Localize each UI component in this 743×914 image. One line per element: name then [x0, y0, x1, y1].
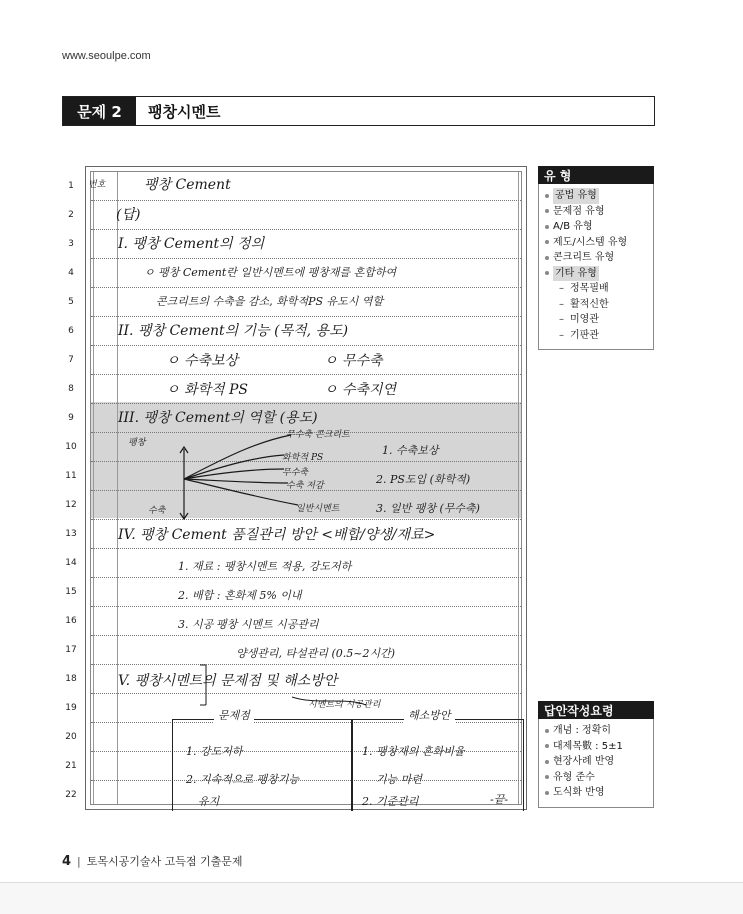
page-number: 4	[62, 853, 72, 869]
bullet-icon	[545, 760, 549, 764]
type-item	[545, 266, 649, 282]
hw-line-12b: 3. 일반 팽창 (무수축)	[376, 502, 480, 515]
type-item	[545, 188, 649, 204]
hw-line-16a: 3. 시공	[178, 618, 214, 631]
type-item	[545, 235, 649, 251]
type-panel-title: 유 형	[538, 166, 654, 184]
type-item-label: 제도/시스템 유형	[553, 236, 628, 248]
hw-line-10b: 1. 수축보상	[382, 444, 439, 457]
bullet-icon	[545, 791, 549, 795]
bullet-icon	[545, 744, 549, 748]
footer-separator: |	[77, 854, 81, 868]
line-number: 7	[68, 355, 74, 365]
hw-line-18: V. 팽창시멘트의 문제점 및 해소방안	[118, 673, 338, 689]
bullet-icon	[545, 209, 549, 213]
line-number: 17	[65, 645, 77, 655]
line-number: 21	[65, 761, 77, 771]
handwritten-diagram	[86, 167, 528, 811]
answer-item-label: 현장사례 반영	[553, 756, 615, 767]
line-number: 10	[65, 442, 77, 452]
line-number: 19	[65, 703, 77, 713]
bullet-icon	[545, 271, 549, 275]
answer-panel-body	[538, 719, 654, 808]
answer-item	[545, 770, 649, 786]
hw-axis-shrink: 수축	[148, 506, 166, 516]
hw-line-4: ㅇ 팽창 Cement란 일반시멘트에 팽창재를 혼합하여	[144, 266, 397, 279]
hw-line-6: II. 팽창 Cement의 기능 (목적, 용도)	[118, 323, 349, 339]
line-number: 11	[65, 471, 77, 481]
type-item-label: 공법 유형	[553, 188, 599, 204]
bullet-icon	[545, 240, 549, 244]
type-item-label: 기타 유형	[553, 266, 599, 282]
answer-item-label: 대제목數 : 5±1	[553, 740, 623, 752]
answer-item-label: 개념 : 정확히	[553, 725, 612, 736]
hw-line-22c: -끝-	[490, 793, 509, 806]
hw-problem-header: 문제점	[214, 707, 254, 723]
answer-sheet	[85, 166, 527, 810]
hw-line-15: 2. 배합 : 혼화제 5% 이내	[178, 589, 302, 602]
hw-axis-expand: 팽창	[128, 438, 146, 448]
line-number: 15	[65, 587, 77, 597]
hw-line-2: (답)	[116, 207, 141, 223]
problem-number: 문제 2	[63, 97, 136, 125]
line-number: 2	[68, 210, 74, 220]
line-numbers	[60, 166, 82, 810]
type-subitem-label: 미영관	[570, 314, 599, 325]
type-item	[545, 219, 649, 235]
hw-line-16b: 팽창 시멘트 시공관리	[216, 618, 319, 631]
page-footer	[62, 853, 243, 869]
hw-line-17: 양생관리, 타설관리 (0.5~2시간)	[236, 647, 396, 660]
hw-line-13: IV. 팽창 Cement 품질관리 방안 <배합/양생/재료>	[118, 527, 436, 543]
type-subitem-label: 기판관	[570, 329, 599, 341]
type-panel-body	[538, 184, 654, 350]
dash-icon: –	[559, 283, 564, 294]
hw-line-10: 화학적 PS	[282, 453, 324, 463]
line-number: 22	[65, 790, 77, 800]
line-number: 6	[68, 326, 74, 336]
hw-line-22b: 2. 기준관리	[362, 795, 419, 808]
type-item	[545, 250, 649, 266]
dash-icon: –	[559, 329, 564, 341]
bullet-icon	[545, 194, 549, 198]
answer-item	[545, 754, 649, 770]
answer-item	[545, 739, 649, 755]
line-number: 12	[65, 500, 77, 510]
dash-icon: –	[559, 298, 564, 310]
hw-line-21a: 2. 지속적으로 팽창기능	[186, 773, 300, 786]
bullet-icon	[545, 256, 549, 260]
line-number: 16	[65, 616, 77, 626]
type-item-label: 문제점 유형	[553, 205, 605, 217]
hw-line-9b: 무수축 콘크리트	[286, 430, 350, 440]
answer-panel	[538, 701, 654, 808]
answer-item-label: 도식화 반영	[553, 787, 605, 798]
bullet-icon	[545, 775, 549, 779]
answer-item	[545, 785, 649, 801]
hw-line-11b: 수축 저감	[286, 481, 324, 491]
hw-line-9: III. 팽창 Cement의 역할 (용도)	[118, 410, 318, 426]
hw-line-12a: 일반시멘트	[296, 504, 340, 514]
hw-line-7b: ㅇ 무수축	[324, 353, 383, 369]
line-number: 5	[68, 297, 74, 307]
hw-line-19b: 시멘트의 시공관리	[308, 700, 381, 710]
line-number: 13	[65, 529, 77, 539]
hw-number-label: 번호	[88, 180, 106, 190]
type-subitem-label: 정목필배	[570, 283, 609, 294]
hw-line-20b: 1. 팽창재의 혼화비율	[362, 745, 465, 758]
hw-line-20a: 1. 강도저하	[186, 745, 243, 758]
line-number: 4	[68, 268, 74, 278]
type-subitem	[545, 312, 649, 328]
site-url: www.seoulpe.com	[62, 50, 151, 62]
line-number: 1	[68, 181, 74, 191]
hw-line-5: 콘크리트의 수축을 감소, 화학적PS 유도시 역할	[156, 295, 384, 308]
problem-title: 팽창시멘트	[148, 102, 221, 121]
hw-solution-header: 해소방안	[404, 707, 455, 723]
line-number: 14	[65, 558, 77, 568]
dash-icon: –	[559, 314, 564, 325]
line-number: 9	[68, 413, 74, 423]
type-item-label: A/B 유형	[553, 221, 593, 232]
hw-line-22a: 유지	[198, 795, 220, 808]
answer-item-label: 유형 준수	[553, 771, 595, 783]
type-subitem	[545, 328, 649, 344]
type-subitem-label: 활적신한	[570, 298, 609, 310]
page-bottom-band	[0, 882, 743, 914]
type-item	[545, 204, 649, 220]
book-title: 토목시공기술사 고득점 기출문제	[86, 855, 243, 868]
bullet-icon	[545, 729, 549, 733]
hw-line-14: 1. 재료 : 팽창시멘트 적용, 강도저하	[178, 560, 352, 573]
line-number: 18	[65, 674, 77, 684]
problem-title-bar	[62, 96, 655, 126]
type-subitem	[545, 297, 649, 313]
hw-line-21b: 기능 마련	[376, 773, 423, 786]
line-number: 8	[68, 384, 74, 394]
line-number: 3	[68, 239, 74, 249]
hw-line-8a: ㅇ 화학적 PS	[166, 382, 249, 398]
type-subitem	[545, 281, 649, 297]
type-item-label: 콘크리트 유형	[553, 252, 615, 263]
line-number: 20	[65, 732, 77, 742]
hw-line-3: I. 팽창 Cement의 정의	[118, 236, 265, 252]
answer-item	[545, 723, 649, 739]
hw-line-1: 팽창 Cement	[144, 177, 231, 193]
type-panel	[538, 166, 654, 350]
hw-line-8b: ㅇ 수축지연	[324, 382, 397, 398]
answer-panel-title: 답안작성요령	[538, 701, 654, 719]
hw-line-11c: 2. PS도입 (화학적)	[376, 473, 471, 486]
bullet-icon	[545, 225, 549, 229]
hw-line-11a: 무수축	[282, 468, 309, 478]
hw-line-7a: ㅇ 수축보상	[166, 353, 239, 369]
